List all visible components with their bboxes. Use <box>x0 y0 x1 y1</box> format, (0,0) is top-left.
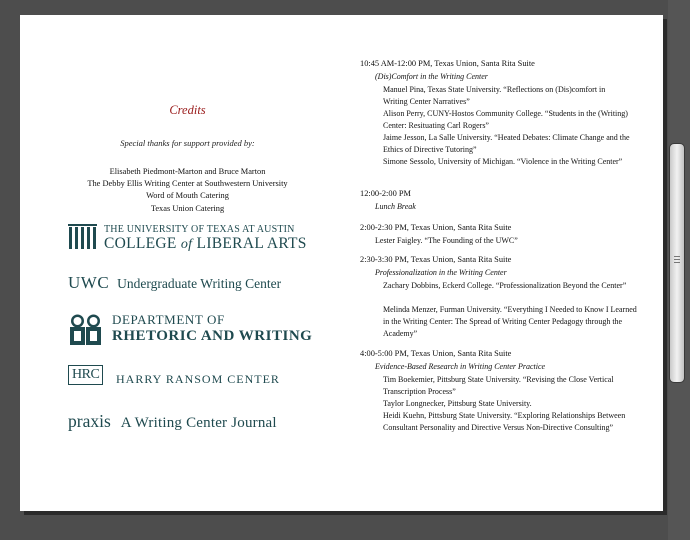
page-shadow <box>24 511 667 515</box>
talk-item: Melinda Menzer, Furman University. “Everything I Needed to Know I Learned in the Writing Center: The Spread of Writing Center Pedagogy through the Academy” <box>383 305 637 339</box>
praxis-name: praxis <box>68 411 111 431</box>
uwc-logo <box>68 273 308 293</box>
hrc-name: HARRY RANSOM CENTER <box>116 372 280 386</box>
vertical-scrollbar[interactable] <box>668 0 690 540</box>
credit-line: Elisabeth Piedmont-Marton and Bruce Marton <box>109 167 266 176</box>
hrc-abbr: HRC <box>68 365 103 385</box>
hrc-logo <box>68 365 308 391</box>
credit-line: The Debby Ellis Writing Center at Southwestern University <box>87 179 288 188</box>
people-icon <box>68 311 104 347</box>
document-page <box>20 15 663 511</box>
talk-item: Jaime Jesson, La Salle University. “Heated Debates: Climate Change and the Ethics of Directive Tutoring” <box>383 133 630 155</box>
session-time: 10:45 AM-12:00 PM, Texas Union, Santa Rita Suite <box>360 59 535 68</box>
praxis-subtitle: A Writing Center Journal <box>120 415 277 431</box>
drw-logo <box>68 311 313 349</box>
tower-pillars-icon <box>68 224 98 250</box>
session-time: 4:00-5:00 PM, Texas Union, Santa Rita Suite <box>360 349 512 358</box>
session-time: 2:30-3:30 PM, Texas Union, Santa Rita Suite <box>360 255 512 264</box>
uwc-name: Undergraduate Writing Center <box>117 276 282 291</box>
talk-item: Taylor Longnecker, Pittsburg State University. <box>383 399 532 408</box>
uwc-abbr: UWC <box>68 273 110 292</box>
page-shadow <box>663 19 667 515</box>
credit-line: Texas Union Catering <box>150 204 225 213</box>
thanks-line: Special thanks for support provided by: <box>120 138 255 148</box>
talk-item: Tim Boekemier, Pittsburg State University. “Revising the Close Vertical Transcription Process” <box>383 375 614 397</box>
credits-heading: Credits <box>169 103 206 117</box>
session-title: Evidence-Based Research in Writing Center Practice <box>375 362 546 371</box>
talk-item: Alison Perry, CUNY-Hostos Community College. “Students in the (Writing) Center: Resituating Carl Rogers” <box>383 109 628 131</box>
talk-item: Zachary Dobbins, Eckerd College. “Professionalization Beyond the Center” <box>383 281 627 290</box>
ut-liberal-arts-logo <box>68 224 308 254</box>
session-time: 2:00-2:30 PM, Texas Union, Santa Rita Suite <box>360 223 512 232</box>
session-title: Professionalization in the Writing Center <box>375 268 507 277</box>
talk-item: Simone Sessolo, University of Michigan. “Violence in the Writing Center” <box>383 157 623 166</box>
talk-item: Lester Faigley. “The Founding of the UWC” <box>375 236 518 245</box>
talk-item: Heidi Kuehn, Pittsburg State University. “Exploring Relationships Between Consultant Personality and Directive Versus Non-Directive Consulting” <box>383 411 626 433</box>
talk-item: Manuel Pina, Texas State University. “Reflections on (Dis)comfort in Writing Center Narratives” <box>383 85 606 107</box>
session-time: 12:00-2:00 PM <box>360 189 411 198</box>
scrollbar-thumb[interactable] <box>669 143 685 383</box>
praxis-logo <box>68 411 308 432</box>
drw-line1: DEPARTMENT OF <box>112 312 225 327</box>
ut-logo-line1: THE UNIVERSITY OF TEXAS AT AUSTIN <box>104 224 295 235</box>
session-title: (Dis)Comfort in the Writing Center <box>375 72 488 81</box>
drw-line2: RHETORIC AND WRITING <box>112 328 313 344</box>
session-title: Lunch Break <box>375 202 416 211</box>
ut-logo-line2: COLLEGE of LIBERAL ARTS <box>104 235 307 252</box>
credit-line: Word of Mouth Catering <box>146 191 229 200</box>
